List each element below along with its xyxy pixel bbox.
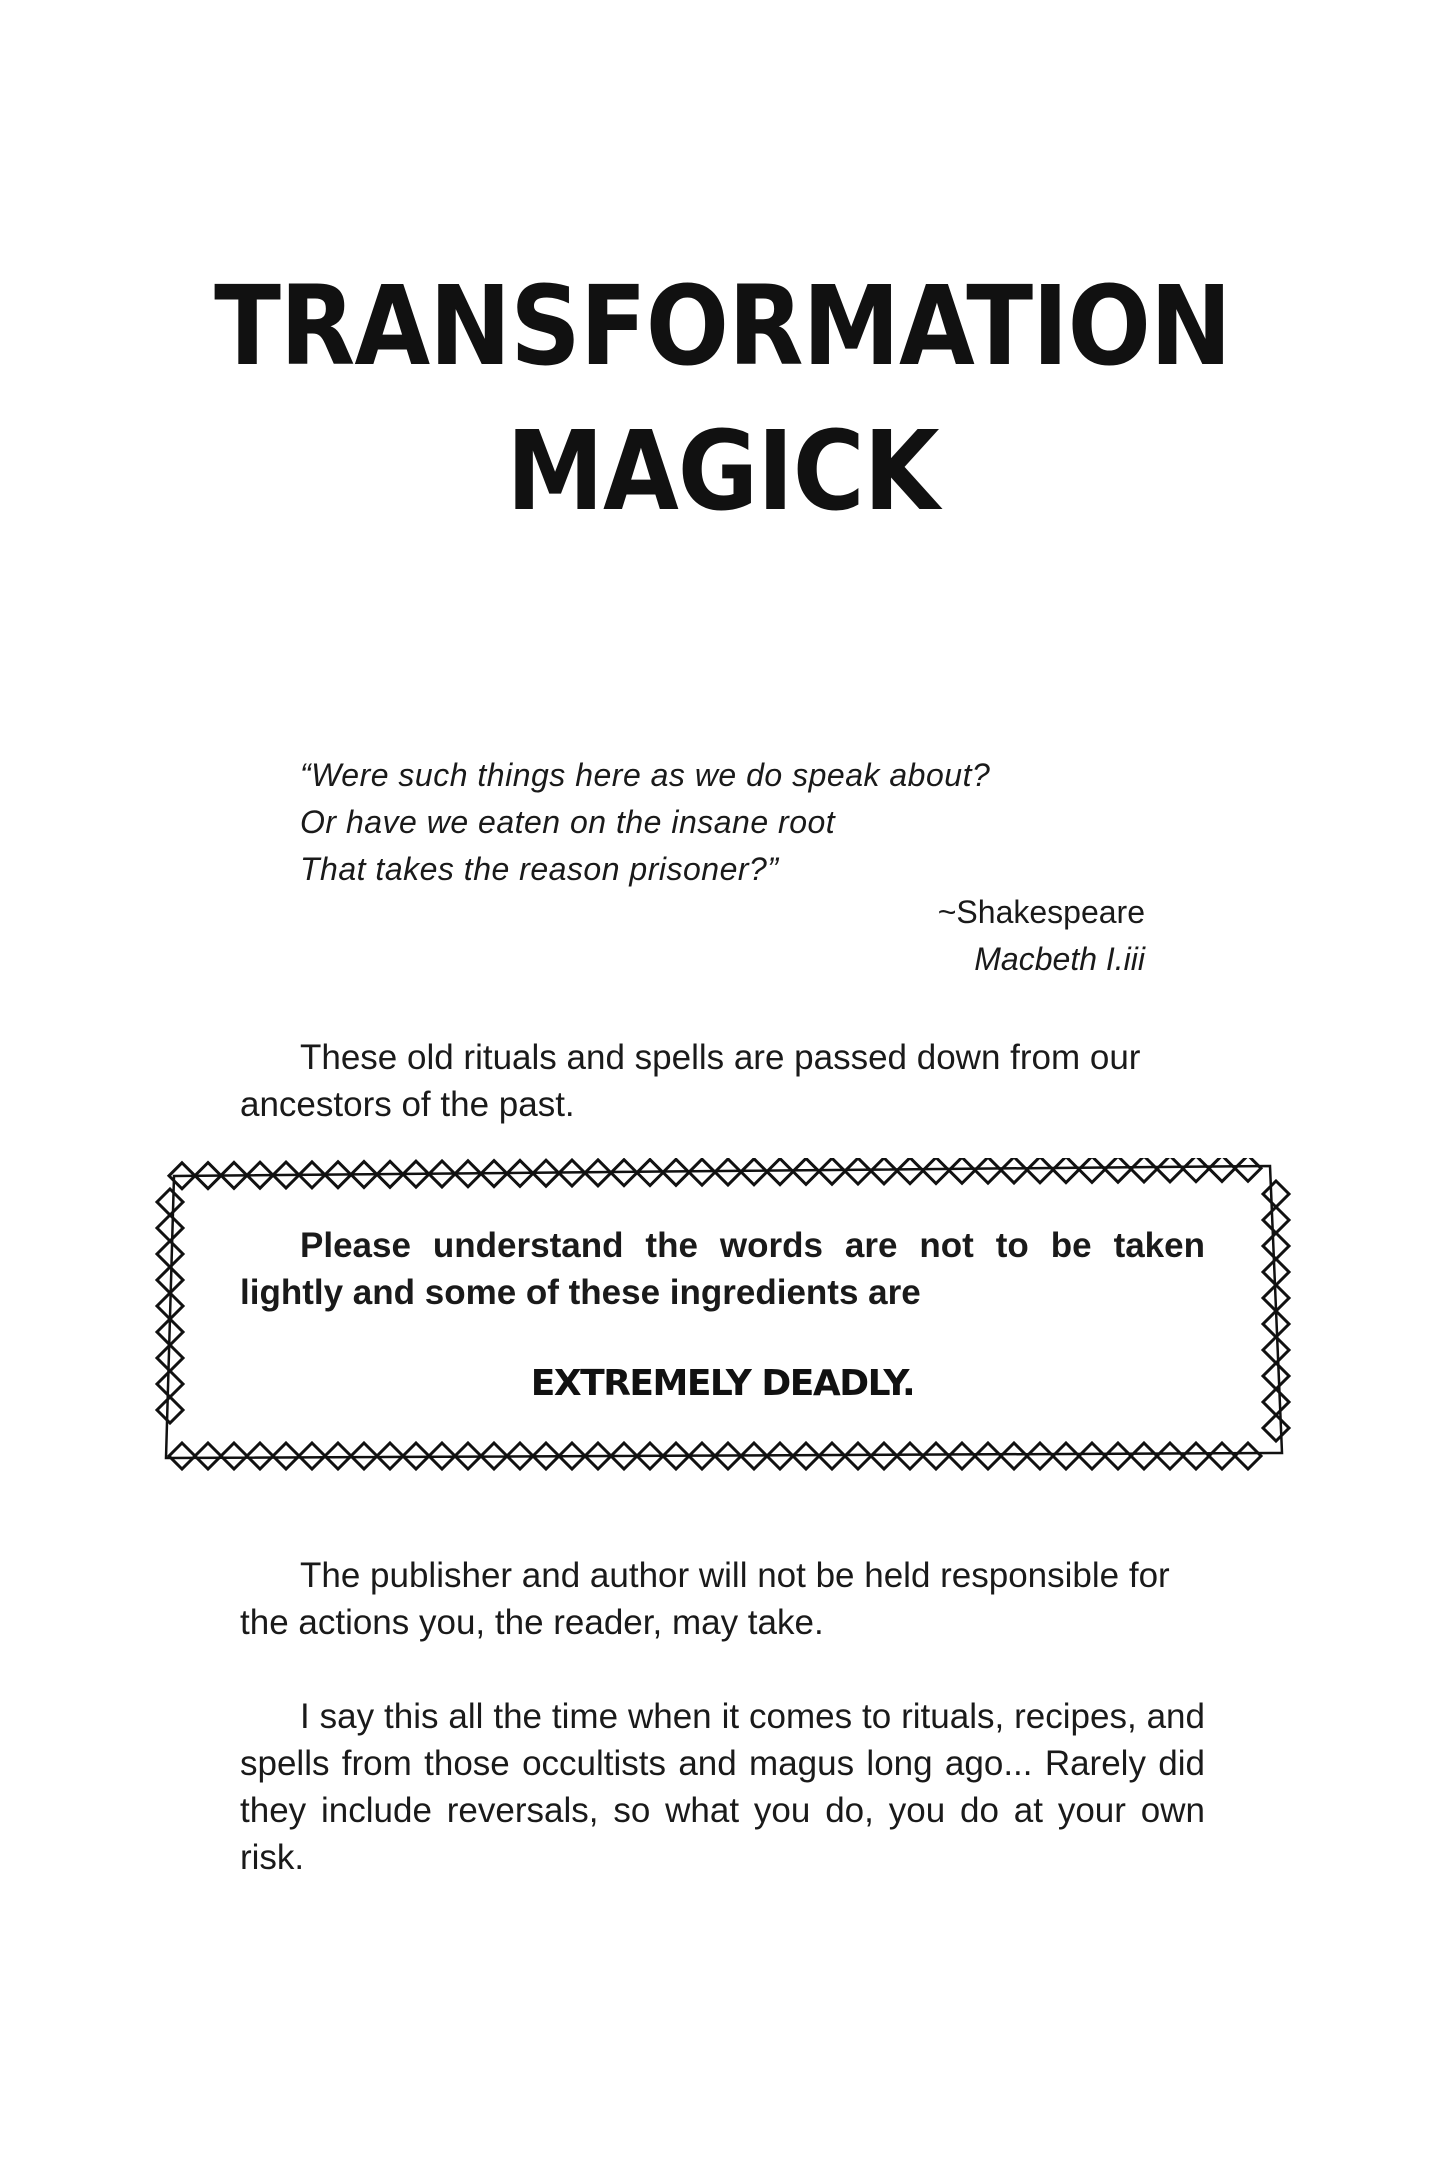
epigraph-work: Macbeth I.iii	[974, 941, 1145, 977]
intro-text: These old rituals and spells are passed down from our ancestors of the past.	[240, 1038, 1141, 1124]
risk-text: I say this all the time when it comes to rituals, recipes, and spells from those occultists and magus long ago... Rarely did they include reversals, so what you do, you do at your own risk.	[240, 1697, 1205, 1877]
epigraph-line: That takes the reason prisoner?”	[300, 851, 779, 887]
epigraph-author: ~Shakespeare	[937, 894, 1145, 930]
disclaimer-text: The publisher and author will not be held responsible for the actions you, the reader, may take.	[240, 1556, 1170, 1642]
page-title-line-2: MAGICK	[506, 408, 939, 536]
page-title-line-1: TRANSFORMATION	[214, 263, 1231, 391]
warning-box	[240, 1222, 1205, 1316]
epigraph-line: Or have we eaten on the insane root	[300, 804, 836, 840]
epigraph-line: “Were such things here as we do speak about?	[300, 757, 991, 793]
warning-text: Please understand the words are not to be taken lightly and some of these ingredients are	[240, 1226, 1205, 1312]
epigraph-quote	[300, 752, 990, 893]
risk-paragraph	[240, 1693, 1205, 1881]
intro-paragraph	[240, 1034, 1205, 1128]
warning-emphasis: EXTREMELY DEADLY.	[530, 1363, 915, 1404]
disclaimer-paragraph	[240, 1552, 1205, 1646]
